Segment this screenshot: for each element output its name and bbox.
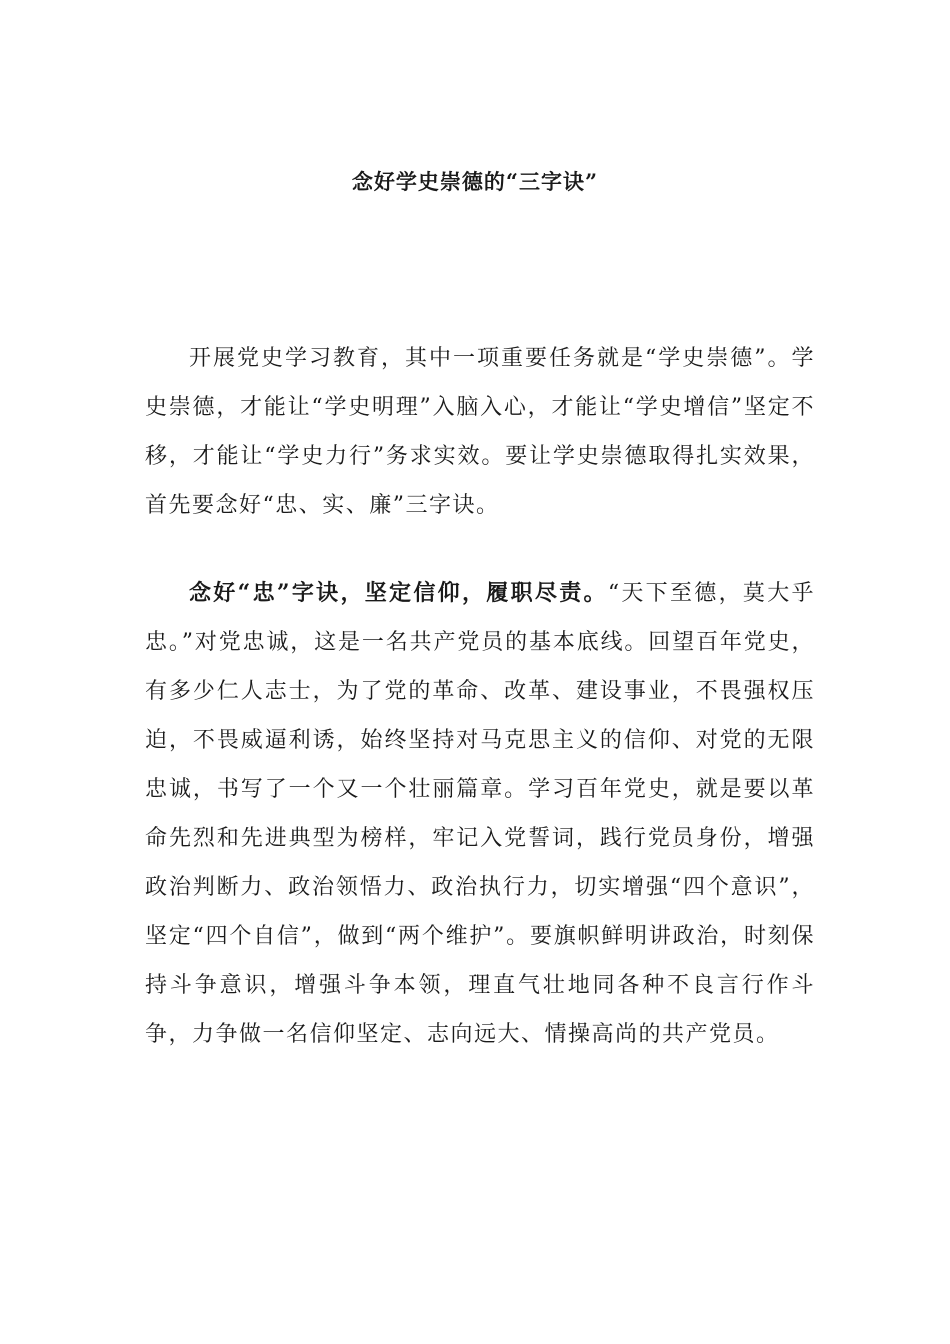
paragraph-intro [145, 334, 815, 530]
paragraph-loyalty-heading: 念好“忠”字诀，坚定信仰，履职尽责。 [189, 580, 608, 606]
paragraph-loyalty-text: “天下至德，莫大乎忠。”对党忠诚，这是一名共产党员的基本底线。回望百年党史，有多少仁人志士，为了党的革命、改革、建设事业，不畏强权压迫，不畏威逼利诱，始终坚持对马克思主义的信仰、对党的无限忠诚，书写了一个又一个壮丽篇章。学习百年党史，就是要以革命先烈和先进典型为榜样，牢记入党誓词，践行党员身份，增强政治判断力、政治领悟力、政治执行力，切实增强“四个意识”，坚定“四个自信”，做到“两个维护”。要旗帜鲜明讲政治，时刻保持斗争意识，增强斗争本领，理直气壮地同各种不良言行作斗争，力争做一名信仰坚定、志向远大、情操高尚的共产党员。 [145, 581, 816, 1047]
paragraph-loyalty [145, 569, 815, 1059]
paragraph-intro-text: 开展党史学习教育，其中一项重要任务就是“学史崇德”。学史崇德，才能让“学史明理”入脑入心，才能让“学史增信”坚定不移，才能让“学史力行”务求实效。要让学史崇德取得扎实效果，首先要念好“忠、实、廉”三字诀。 [145, 346, 815, 518]
document-title: 念好学史崇德的“三字诀” [351, 169, 599, 194]
